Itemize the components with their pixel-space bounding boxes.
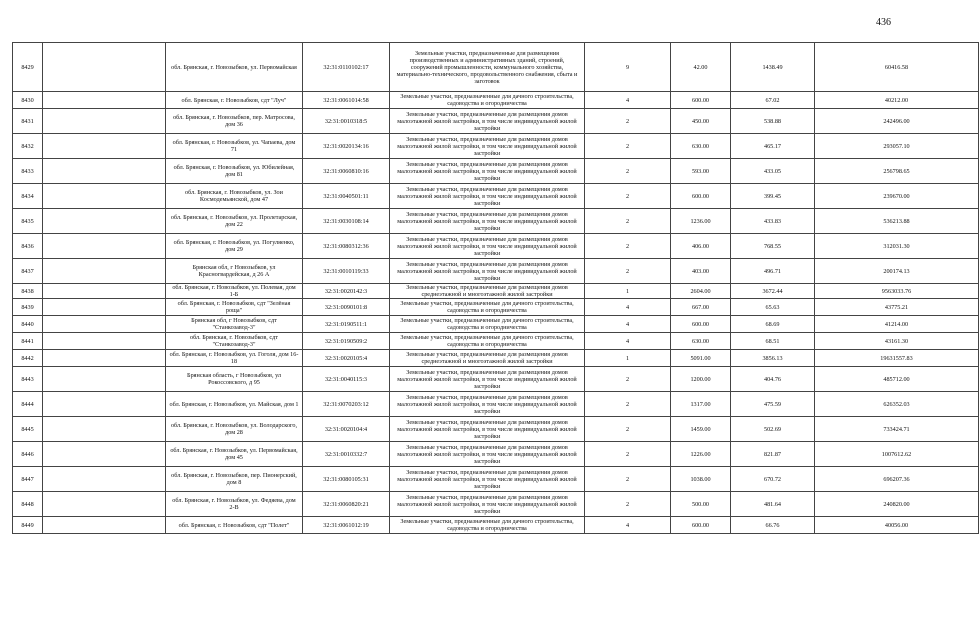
cell-rate: 67.02	[731, 92, 815, 109]
cell-num: 8429	[13, 43, 43, 92]
cell-num: 8431	[13, 109, 43, 134]
cell-value: 696207.36	[815, 467, 979, 492]
cell-area: 1317.00	[671, 392, 731, 417]
cell-address: обл. Брянская, г. Новозыбков, сдт "Луч"	[166, 92, 303, 109]
cell-cadastral: 32:31:0020104:4	[303, 417, 390, 442]
table-row	[13, 299, 979, 316]
cell-rate: 404.76	[731, 367, 815, 392]
cell-num: 8441	[13, 333, 43, 350]
table-row	[13, 367, 979, 392]
cell-category: 2	[585, 109, 671, 134]
cell-address: обл. Брянская, г. Новозыбков, ул. Погуляенко, дом 29	[166, 234, 303, 259]
cell-use: Земельные участки, предназначенные для размещения домов малоэтажной жилой застройки, в том числе индивидуальной жилой застройки	[390, 159, 585, 184]
cell-rate: 821.87	[731, 442, 815, 467]
cell-value: 19631557.83	[815, 350, 979, 367]
cell-empty	[43, 209, 166, 234]
cell-cadastral: 32:31:0190509:2	[303, 333, 390, 350]
cell-category: 4	[585, 92, 671, 109]
cell-address: обл. Брянская, г. Новозыбков, сдт "Станкозавод-3"	[166, 333, 303, 350]
cell-value: 256798.65	[815, 159, 979, 184]
cell-empty	[43, 467, 166, 492]
cell-cadastral: 32:31:0060810:16	[303, 159, 390, 184]
cell-num: 8430	[13, 92, 43, 109]
cell-area: 600.00	[671, 184, 731, 209]
cell-use: Земельные участки, предназначенные для размещения домов малоэтажной жилой застройки, в том числе индивидуальной жилой застройки	[390, 109, 585, 134]
cell-area: 2604.00	[671, 284, 731, 299]
cell-category: 2	[585, 367, 671, 392]
cell-area: 5091.00	[671, 350, 731, 367]
cell-address: Брянская обл, г Новозыбков, ул Красногвардейская, д 26 А	[166, 259, 303, 284]
cell-rate: 475.59	[731, 392, 815, 417]
cell-address: обл. Брянская, г. Новозыбков, ул. Первомайская	[166, 43, 303, 92]
table-body	[13, 43, 979, 534]
cell-use: Земельные участки, предназначенные для дачного строительства, садоводства и огородничества	[390, 92, 585, 109]
cell-value: 200174.13	[815, 259, 979, 284]
table-row	[13, 417, 979, 442]
cell-use: Земельные участки, предназначенные для размещения домов малоэтажной жилой застройки, в том числе индивидуальной жилой застройки	[390, 367, 585, 392]
table-row	[13, 492, 979, 517]
table-row	[13, 92, 979, 109]
cell-num: 8435	[13, 209, 43, 234]
cell-use: Земельные участки, предназначенные для размещения домов малоэтажной жилой застройки, в том числе индивидуальной жилой застройки	[390, 467, 585, 492]
cell-address: обл. Брянская, г. Новозыбков, ул. Пролетарская, дом 22	[166, 209, 303, 234]
cell-category: 9	[585, 43, 671, 92]
cell-area: 450.00	[671, 109, 731, 134]
cell-rate: 433.83	[731, 209, 815, 234]
cell-address: обл. Брянская, г. Новозыбков, сдт "Полет"	[166, 517, 303, 534]
cell-category: 2	[585, 417, 671, 442]
cell-rate: 1438.49	[731, 43, 815, 92]
cell-num: 8448	[13, 492, 43, 517]
cell-empty	[43, 134, 166, 159]
cell-cadastral: 32:31:0061012:19	[303, 517, 390, 534]
cell-address: обл. Брянская, г. Новозыбков, пер. Пионерский, дом 8	[166, 467, 303, 492]
cell-empty	[43, 517, 166, 534]
table-row	[13, 350, 979, 367]
cell-value: 293057.10	[815, 134, 979, 159]
cell-rate: 399.45	[731, 184, 815, 209]
table-row	[13, 284, 979, 299]
cell-use: Земельные участки, предназначенные для дачного строительства, садоводства и огородничества	[390, 333, 585, 350]
cell-area: 1226.00	[671, 442, 731, 467]
cell-use: Земельные участки, предназначенные для дачного строительства, садоводства и огородничества	[390, 299, 585, 316]
cell-rate: 502.69	[731, 417, 815, 442]
cell-num: 8438	[13, 284, 43, 299]
cell-use: Земельные участки, предназначенные для размещения домов малоэтажной жилой застройки, в том числе индивидуальной жилой застройки	[390, 417, 585, 442]
cell-category: 4	[585, 333, 671, 350]
cell-empty	[43, 392, 166, 417]
cell-empty	[43, 442, 166, 467]
cell-value: 1007612.62	[815, 442, 979, 467]
cell-area: 1459.00	[671, 417, 731, 442]
cell-rate: 768.55	[731, 234, 815, 259]
cell-area: 593.00	[671, 159, 731, 184]
cell-value: 485712.00	[815, 367, 979, 392]
cell-rate: 65.63	[731, 299, 815, 316]
cell-num: 8439	[13, 299, 43, 316]
cell-use: Земельные участки, предназначенные для размещения домов среднеэтажной и многоэтажной жилой застройки	[390, 350, 585, 367]
cell-address: обл. Брянская, г. Новозыбков, ул. Володарского, дом 28	[166, 417, 303, 442]
cell-value: 40056.00	[815, 517, 979, 534]
cell-cadastral: 32:31:0080105:31	[303, 467, 390, 492]
cell-use: Земельные участки, предназначенные для размещения домов малоэтажной жилой застройки, в том числе индивидуальной жилой застройки	[390, 259, 585, 284]
cell-address: обл. Брянская, г. Новозыбков, ул. Юбилейная, дом 81	[166, 159, 303, 184]
table-row	[13, 43, 979, 92]
cell-cadastral: 32:31:0061014:58	[303, 92, 390, 109]
cell-cadastral: 32:31:0040115:3	[303, 367, 390, 392]
cell-empty	[43, 284, 166, 299]
cell-rate: 3672.44	[731, 284, 815, 299]
cell-category: 1	[585, 350, 671, 367]
cell-empty	[43, 350, 166, 367]
cell-num: 8449	[13, 517, 43, 534]
table-row	[13, 467, 979, 492]
cell-use: Земельные участки, предназначенные для размещения производственных и административных зданий, строений, сооружений промышленности, коммунального хозяйства, материально-технического, продовольственного снабжения, сбыта и заготовок	[390, 43, 585, 92]
cell-num: 8434	[13, 184, 43, 209]
cell-num: 8437	[13, 259, 43, 284]
cell-rate: 538.88	[731, 109, 815, 134]
cell-category: 4	[585, 316, 671, 333]
cell-area: 500.00	[671, 492, 731, 517]
cell-empty	[43, 299, 166, 316]
cell-category: 2	[585, 467, 671, 492]
cell-empty	[43, 234, 166, 259]
cell-value: 9563033.76	[815, 284, 979, 299]
table-row	[13, 442, 979, 467]
table-row	[13, 184, 979, 209]
cell-cadastral: 32:31:0090101:8	[303, 299, 390, 316]
cell-category: 4	[585, 299, 671, 316]
cell-num: 8442	[13, 350, 43, 367]
cell-area: 1236.00	[671, 209, 731, 234]
table-row	[13, 517, 979, 534]
cell-empty	[43, 92, 166, 109]
cell-empty	[43, 417, 166, 442]
cell-category: 1	[585, 284, 671, 299]
cell-category: 2	[585, 392, 671, 417]
table-row	[13, 134, 979, 159]
cell-address: обл. Брянская, г. Новозыбков, ул. Чапаева, дом 71	[166, 134, 303, 159]
cell-address: обл. Брянская, г. Новозыбков, ул. Полевая, дом 1-Б	[166, 284, 303, 299]
cell-use: Земельные участки, предназначенные для размещения домов малоэтажной жилой застройки, в том числе индивидуальной жилой застройки	[390, 392, 585, 417]
cell-cadastral: 32:31:0110102:17	[303, 43, 390, 92]
land-registry-table	[12, 42, 979, 534]
cell-empty	[43, 367, 166, 392]
cell-area: 42.00	[671, 43, 731, 92]
cell-rate: 670.72	[731, 467, 815, 492]
cell-cadastral: 32:31:0010318:5	[303, 109, 390, 134]
cell-cadastral: 32:31:0010119:33	[303, 259, 390, 284]
cell-use: Земельные участки, предназначенные для размещения домов малоэтажной жилой застройки, в том числе индивидуальной жилой застройки	[390, 184, 585, 209]
cell-address: обл. Брянская, г. Новозыбков, ул. Федяева, дом 2-В	[166, 492, 303, 517]
cell-value: 239670.00	[815, 184, 979, 209]
cell-empty	[43, 109, 166, 134]
cell-area: 403.00	[671, 259, 731, 284]
cell-cadastral: 32:31:0190511:1	[303, 316, 390, 333]
cell-num: 8446	[13, 442, 43, 467]
cell-area: 630.00	[671, 333, 731, 350]
cell-address: обл. Брянская, г. Новозыбков, ул. Гоголя, дом 16-18	[166, 350, 303, 367]
table-row	[13, 209, 979, 234]
cell-use: Земельные участки, предназначенные для размещения домов малоэтажной жилой застройки, в том числе индивидуальной жилой застройки	[390, 442, 585, 467]
table-row	[13, 259, 979, 284]
cell-address: обл. Брянская, г. Новозыбков, ул. Майская, дом 1	[166, 392, 303, 417]
cell-value: 312031.30	[815, 234, 979, 259]
cell-num: 8445	[13, 417, 43, 442]
cell-value: 43161.30	[815, 333, 979, 350]
cell-value: 240820.00	[815, 492, 979, 517]
cell-rate: 433.05	[731, 159, 815, 184]
table-row	[13, 392, 979, 417]
cell-category: 2	[585, 209, 671, 234]
cell-rate: 3856.13	[731, 350, 815, 367]
table-row	[13, 234, 979, 259]
cell-area: 1038.00	[671, 467, 731, 492]
cell-empty	[43, 259, 166, 284]
cell-rate: 496.71	[731, 259, 815, 284]
cell-value: 43775.21	[815, 299, 979, 316]
page-number: 436	[876, 17, 891, 28]
cell-cadastral: 32:31:0030108:14	[303, 209, 390, 234]
cell-value: 626352.03	[815, 392, 979, 417]
cell-num: 8433	[13, 159, 43, 184]
cell-cadastral: 32:31:0060820:21	[303, 492, 390, 517]
cell-empty	[43, 316, 166, 333]
cell-category: 2	[585, 134, 671, 159]
cell-category: 2	[585, 159, 671, 184]
cell-area: 600.00	[671, 92, 731, 109]
cell-cadastral: 32:31:0020134:16	[303, 134, 390, 159]
cell-empty	[43, 184, 166, 209]
cell-area: 1200.00	[671, 367, 731, 392]
cell-address: обл. Брянская, г. Новозыбков, пер. Матросова, дом 36	[166, 109, 303, 134]
cell-address: Брянская обл, г Новозыбков, сдт "Станкозавод-3"	[166, 316, 303, 333]
cell-area: 630.00	[671, 134, 731, 159]
cell-category: 2	[585, 492, 671, 517]
cell-address: обл. Брянская, г. Новозыбков, ул. Первомайская, дом 45	[166, 442, 303, 467]
cell-rate: 465.17	[731, 134, 815, 159]
cell-use: Земельные участки, предназначенные для размещения домов малоэтажной жилой застройки, в том числе индивидуальной жилой застройки	[390, 492, 585, 517]
cell-num: 8436	[13, 234, 43, 259]
cell-num: 8444	[13, 392, 43, 417]
table-row	[13, 109, 979, 134]
cell-category: 2	[585, 442, 671, 467]
cell-category: 2	[585, 234, 671, 259]
cell-cadastral: 32:31:0080312:36	[303, 234, 390, 259]
cell-num: 8447	[13, 467, 43, 492]
cell-use: Земельные участки, предназначенные для дачного строительства, садоводства и огородничества	[390, 517, 585, 534]
cell-rate: 68.51	[731, 333, 815, 350]
cell-rate: 481.64	[731, 492, 815, 517]
cell-num: 8440	[13, 316, 43, 333]
cell-cadastral: 32:31:0020142:3	[303, 284, 390, 299]
cell-category: 2	[585, 184, 671, 209]
cell-cadastral: 32:31:0020105:4	[303, 350, 390, 367]
cell-address: обл. Брянская, г. Новозыбков, сдт "Зелёная роща"	[166, 299, 303, 316]
cell-cadastral: 32:31:0010332:7	[303, 442, 390, 467]
cell-category: 2	[585, 259, 671, 284]
cell-area: 667.00	[671, 299, 731, 316]
cell-empty	[43, 159, 166, 184]
cell-num: 8443	[13, 367, 43, 392]
cell-rate: 68.69	[731, 316, 815, 333]
cell-empty	[43, 333, 166, 350]
cell-cadastral: 32:31:0070203:12	[303, 392, 390, 417]
table-row	[13, 316, 979, 333]
cell-use: Земельные участки, предназначенные для размещения домов среднеэтажной и многоэтажной жилой застройки	[390, 284, 585, 299]
cell-cadastral: 32:31:0040501:11	[303, 184, 390, 209]
cell-value: 733424.71	[815, 417, 979, 442]
cell-category: 4	[585, 517, 671, 534]
cell-use: Земельные участки, предназначенные для размещения домов малоэтажной жилой застройки, в том числе индивидуальной жилой застройки	[390, 209, 585, 234]
cell-use: Земельные участки, предназначенные для размещения домов малоэтажной жилой застройки, в том числе индивидуальной жилой застройки	[390, 234, 585, 259]
cell-area: 600.00	[671, 316, 731, 333]
cell-address: обл. Брянская, г. Новозыбков, ул. Зои Космодемьянской, дом 47	[166, 184, 303, 209]
cell-area: 600.00	[671, 517, 731, 534]
cell-value: 41214.00	[815, 316, 979, 333]
cell-value: 60416.58	[815, 43, 979, 92]
table-row	[13, 159, 979, 184]
cell-empty	[43, 492, 166, 517]
table-row	[13, 333, 979, 350]
cell-rate: 66.76	[731, 517, 815, 534]
cell-value: 536213.88	[815, 209, 979, 234]
cell-value: 242496.00	[815, 109, 979, 134]
cell-empty	[43, 43, 166, 92]
cell-num: 8432	[13, 134, 43, 159]
cell-area: 406.00	[671, 234, 731, 259]
cell-use: Земельные участки, предназначенные для размещения домов малоэтажной жилой застройки, в том числе индивидуальной жилой застройки	[390, 134, 585, 159]
cell-use: Земельные участки, предназначенные для дачного строительства, садоводства и огородничества	[390, 316, 585, 333]
cell-address: Брянская область, г Новозыбков, ул Рокоссовского, д 95	[166, 367, 303, 392]
cell-value: 40212.00	[815, 92, 979, 109]
